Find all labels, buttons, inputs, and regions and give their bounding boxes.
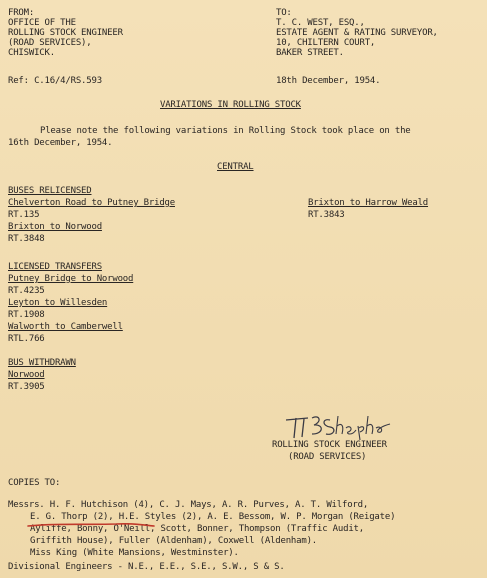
route-name: Norwood: [8, 370, 45, 380]
intro-line: Please note the following variations in Rolling Stock took place on the: [40, 126, 411, 136]
to-line: ESTATE AGENT & RATING SURVEYOR,: [276, 28, 438, 38]
route-name: Walworth to Camberwell: [8, 322, 123, 332]
from-line: ROLLING STOCK ENGINEER: [8, 28, 123, 38]
from-label: FROM:: [8, 8, 35, 18]
vehicle-number: RT.3905: [8, 382, 45, 392]
copies-line: Ayliffe, Bonny, O'Neill, Scott, Bonner, Thompson (Traffic Audit,: [30, 524, 364, 534]
intro-line: 16th December, 1954.: [8, 138, 113, 148]
section-title-relicensed: BUSES RELICENSED: [8, 186, 92, 196]
red-pencil-underline: [26, 520, 156, 530]
vehicle-number: RT.3843: [308, 210, 345, 220]
route-name: Chelverton Road to Putney Bridge: [8, 198, 175, 208]
signature-title: (ROAD SERVICES): [288, 452, 367, 462]
to-line: 10, CHILTERN COURT,: [276, 38, 376, 48]
letter-date: 18th December, 1954.: [276, 76, 381, 86]
from-line: OFFICE OF THE: [8, 18, 76, 28]
copies-line: Divisional Engineers - N.E., E.E., S.E., S.W., S & S.: [8, 562, 285, 572]
signature-title: ROLLING STOCK ENGINEER: [272, 440, 387, 450]
route-name: Putney Bridge to Norwood: [8, 274, 134, 284]
document-heading: VARIATIONS IN ROLLING STOCK: [160, 100, 301, 110]
copies-line: Messrs. H. F. Hutchison (4), C. J. Mays, A. R. Purves, A. T. Wilford,: [8, 500, 369, 510]
handwritten-signature: [282, 412, 392, 442]
copies-line: Miss King (White Mansions, Westminster).: [30, 548, 239, 558]
copies-line: E. G. Thorp (2), H.E. Styles (2), A. E. Bessom, W. P. Morgan (Reigate): [30, 512, 396, 522]
section-title-transfers: LICENSED TRANSFERS: [8, 262, 102, 272]
route-name: Leyton to Willesden: [8, 298, 108, 308]
division-heading: CENTRAL: [217, 162, 254, 172]
from-line: (ROAD SERVICES),: [8, 38, 92, 48]
section-title-withdrawn: BUS WITHDRAWN: [8, 358, 76, 368]
route-name: Brixton to Norwood: [8, 222, 102, 232]
to-label: TO:: [276, 8, 292, 18]
vehicle-number: RT.1908: [8, 310, 45, 320]
to-line: BAKER STREET.: [276, 48, 344, 58]
route-name: Brixton to Harrow Weald: [308, 198, 429, 208]
vehicle-number: RT.3848: [8, 234, 45, 244]
vehicle-number: RT.4235: [8, 286, 45, 296]
copies-label: COPIES TO:: [8, 478, 61, 488]
copies-line: Griffith House), Fuller (Aldenham), Coxwell (Aldenham).: [30, 536, 318, 546]
from-line: CHISWICK.: [8, 48, 55, 58]
vehicle-number: RTL.766: [8, 334, 45, 344]
to-line: T. C. WEST, ESQ.,: [276, 18, 365, 28]
reference-number: Ref: C.16/4/RS.593: [8, 76, 102, 86]
vehicle-number: RT.135: [8, 210, 40, 220]
